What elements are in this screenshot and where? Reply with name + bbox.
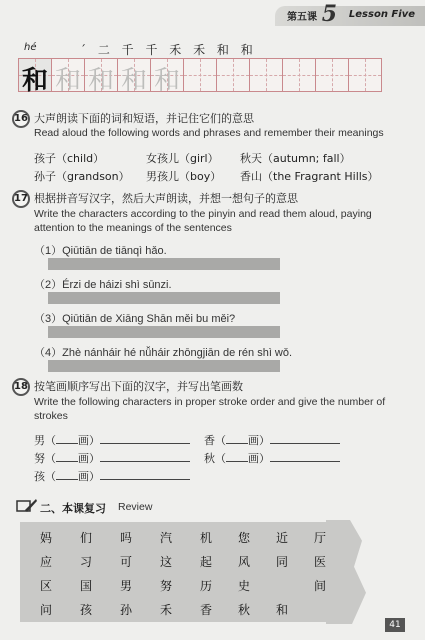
review-char: 历 xyxy=(200,579,213,593)
lesson-title-cn: 第五课 xyxy=(287,12,317,23)
stroke-count-row xyxy=(204,432,340,448)
ex16-title-cn: 大声朗读下面的词和短语，并记住它们的意思 xyxy=(34,112,254,125)
target-char: 香 xyxy=(204,434,215,447)
writing-line[interactable] xyxy=(100,479,190,480)
lesson-number: 5 xyxy=(321,1,337,27)
ex18-title-en: strokes xyxy=(34,410,68,422)
exercise-number: 17 xyxy=(12,190,30,208)
trace-cell[interactable] xyxy=(150,58,184,96)
hua-label: 画） xyxy=(78,452,100,465)
blank-cell[interactable] xyxy=(315,58,349,92)
word-item: 秋天（autumn; fall） xyxy=(240,152,351,165)
word-item: 孙子（grandson） xyxy=(34,170,130,183)
review-char: 们 xyxy=(80,531,93,545)
review-char: 近 xyxy=(276,531,289,545)
ex17-title-en: Write the characters according to the pinyin and read them aloud, paying xyxy=(34,208,372,220)
review-char: 努 xyxy=(160,579,173,593)
paren: （ xyxy=(45,434,56,447)
review-char: 厅 xyxy=(314,531,327,545)
paren: （ xyxy=(215,434,226,447)
review-char: 这 xyxy=(160,555,173,569)
torn-edge-decoration xyxy=(326,520,366,624)
pinyin-sentence: （2）Érzi de háizi shì sūnzi. xyxy=(34,279,172,291)
word-item: 孩子（child） xyxy=(34,152,105,165)
review-char: 男 xyxy=(120,579,133,593)
exercise-number: 16 xyxy=(12,110,30,128)
blank-cell[interactable] xyxy=(282,58,316,92)
blank-cell[interactable] xyxy=(216,58,250,92)
model-cell xyxy=(18,58,52,96)
pinyin-sentence: （3）Qiūtiān de Xiāng Shān měi bu měi? xyxy=(34,313,236,325)
review-char: 习 xyxy=(80,555,93,569)
stroke-count-row xyxy=(204,450,340,466)
ex17-title-cn: 根据拼音写汉字，然后大声朗读，并想一想句子的意思 xyxy=(34,192,298,205)
stroke-count-row xyxy=(34,450,190,466)
pinyin-sentence: （1）Qiūtiān de tiānqì hǎo. xyxy=(34,245,167,257)
review-char: 国 xyxy=(80,579,93,593)
word-item: 女孩儿（girl） xyxy=(146,152,219,165)
tracing-grid xyxy=(18,58,381,96)
review-char: 孙 xyxy=(120,603,133,617)
paren: （ xyxy=(45,452,56,465)
hua-label: 画） xyxy=(78,470,100,483)
pinyin-sentence: （4）Zhè nánháir hé nǚháir zhōngjiān de rén shì wǒ. xyxy=(34,347,293,359)
review-char: 机 xyxy=(200,531,213,545)
stroke-count-row xyxy=(34,432,190,448)
hua-label: 画） xyxy=(78,434,100,447)
trace-char: 和 xyxy=(153,66,180,96)
review-row xyxy=(20,574,348,594)
writing-line[interactable] xyxy=(100,443,190,444)
review-char: 史 xyxy=(238,579,251,593)
review-character-table xyxy=(20,522,348,622)
review-char: 妈 xyxy=(40,531,53,545)
trace-cell[interactable] xyxy=(117,58,151,96)
review-char: 秋 xyxy=(238,603,251,617)
review-char: 应 xyxy=(40,555,53,569)
exercise-number: 18 xyxy=(12,378,30,396)
target-char: 男 xyxy=(34,434,45,447)
word-item: 男孩儿（boy） xyxy=(146,170,222,183)
review-char: 孩 xyxy=(80,603,93,617)
review-char: 起 xyxy=(200,555,213,569)
review-char: 间 xyxy=(314,579,327,593)
answer-bar[interactable] xyxy=(48,258,280,270)
stroke-practice xyxy=(18,38,418,96)
paren: （ xyxy=(45,470,56,483)
target-char: 孩 xyxy=(34,470,45,483)
review-char: 吗 xyxy=(120,531,133,545)
review-char: 汽 xyxy=(160,531,173,545)
review-row xyxy=(20,598,348,618)
review-char: 区 xyxy=(40,579,53,593)
ex18-title-en: Write the following characters in proper stroke order and give the number of xyxy=(34,396,386,408)
writing-line[interactable] xyxy=(270,443,340,444)
review-char: 同 xyxy=(276,555,289,569)
model-char: 和 xyxy=(21,66,48,96)
review-title-en: Review xyxy=(118,501,153,513)
count-blank[interactable] xyxy=(56,479,78,480)
blank-cell[interactable] xyxy=(348,58,382,92)
ex17-title-en: attention to the meanings of the sentences xyxy=(34,222,232,234)
ex18-title-cn: 按笔画顺序写出下面的汉字，并写出笔画数 xyxy=(34,380,243,393)
review-row xyxy=(20,550,348,570)
page-header xyxy=(0,0,425,26)
review-char: 问 xyxy=(40,603,53,617)
count-blank[interactable] xyxy=(56,443,78,444)
stroke-pinyin: hé xyxy=(24,42,37,53)
answer-bar[interactable] xyxy=(48,360,280,372)
lesson-title-en: Lesson Five xyxy=(348,9,415,20)
trace-cell[interactable] xyxy=(84,58,118,96)
trace-cell[interactable] xyxy=(51,58,85,96)
writing-line[interactable] xyxy=(100,461,190,462)
paren: （ xyxy=(215,452,226,465)
answer-bar[interactable] xyxy=(48,326,280,338)
trace-char: 和 xyxy=(120,66,147,96)
review-char: 香 xyxy=(200,603,213,617)
count-blank[interactable] xyxy=(226,461,248,462)
answer-bar[interactable] xyxy=(48,292,280,304)
page-number: 41 xyxy=(385,618,405,632)
review-title-cn: 二、本课复习 xyxy=(40,502,106,515)
blank-cell[interactable] xyxy=(183,58,217,92)
word-item: 香山（the Fragrant Hills） xyxy=(240,170,379,183)
review-char: 您 xyxy=(238,531,251,545)
writing-line[interactable] xyxy=(270,461,340,462)
hua-label: 画） xyxy=(248,434,270,447)
trace-char: 和 xyxy=(54,66,81,96)
stroke-count-row xyxy=(34,468,190,484)
review-char: 医 xyxy=(314,555,327,569)
target-char: 努 xyxy=(34,452,45,465)
review-char: 可 xyxy=(120,555,133,569)
review-row xyxy=(20,526,348,546)
review-char: 禾 xyxy=(160,603,173,617)
pencil-book-icon xyxy=(16,498,38,514)
count-blank[interactable] xyxy=(226,443,248,444)
blank-cell[interactable] xyxy=(249,58,283,92)
trace-char: 和 xyxy=(87,66,114,96)
hua-label: 画） xyxy=(248,452,270,465)
review-char: 风 xyxy=(238,555,251,569)
target-char: 秋 xyxy=(204,452,215,465)
count-blank[interactable] xyxy=(56,461,78,462)
stroke-sequence: ˊ 二 千 千 禾 禾 和 和 xyxy=(80,43,257,57)
review-char: 和 xyxy=(276,603,289,617)
ex16-title-en: Read aloud the following words and phrases and remember their meanings xyxy=(34,127,384,139)
